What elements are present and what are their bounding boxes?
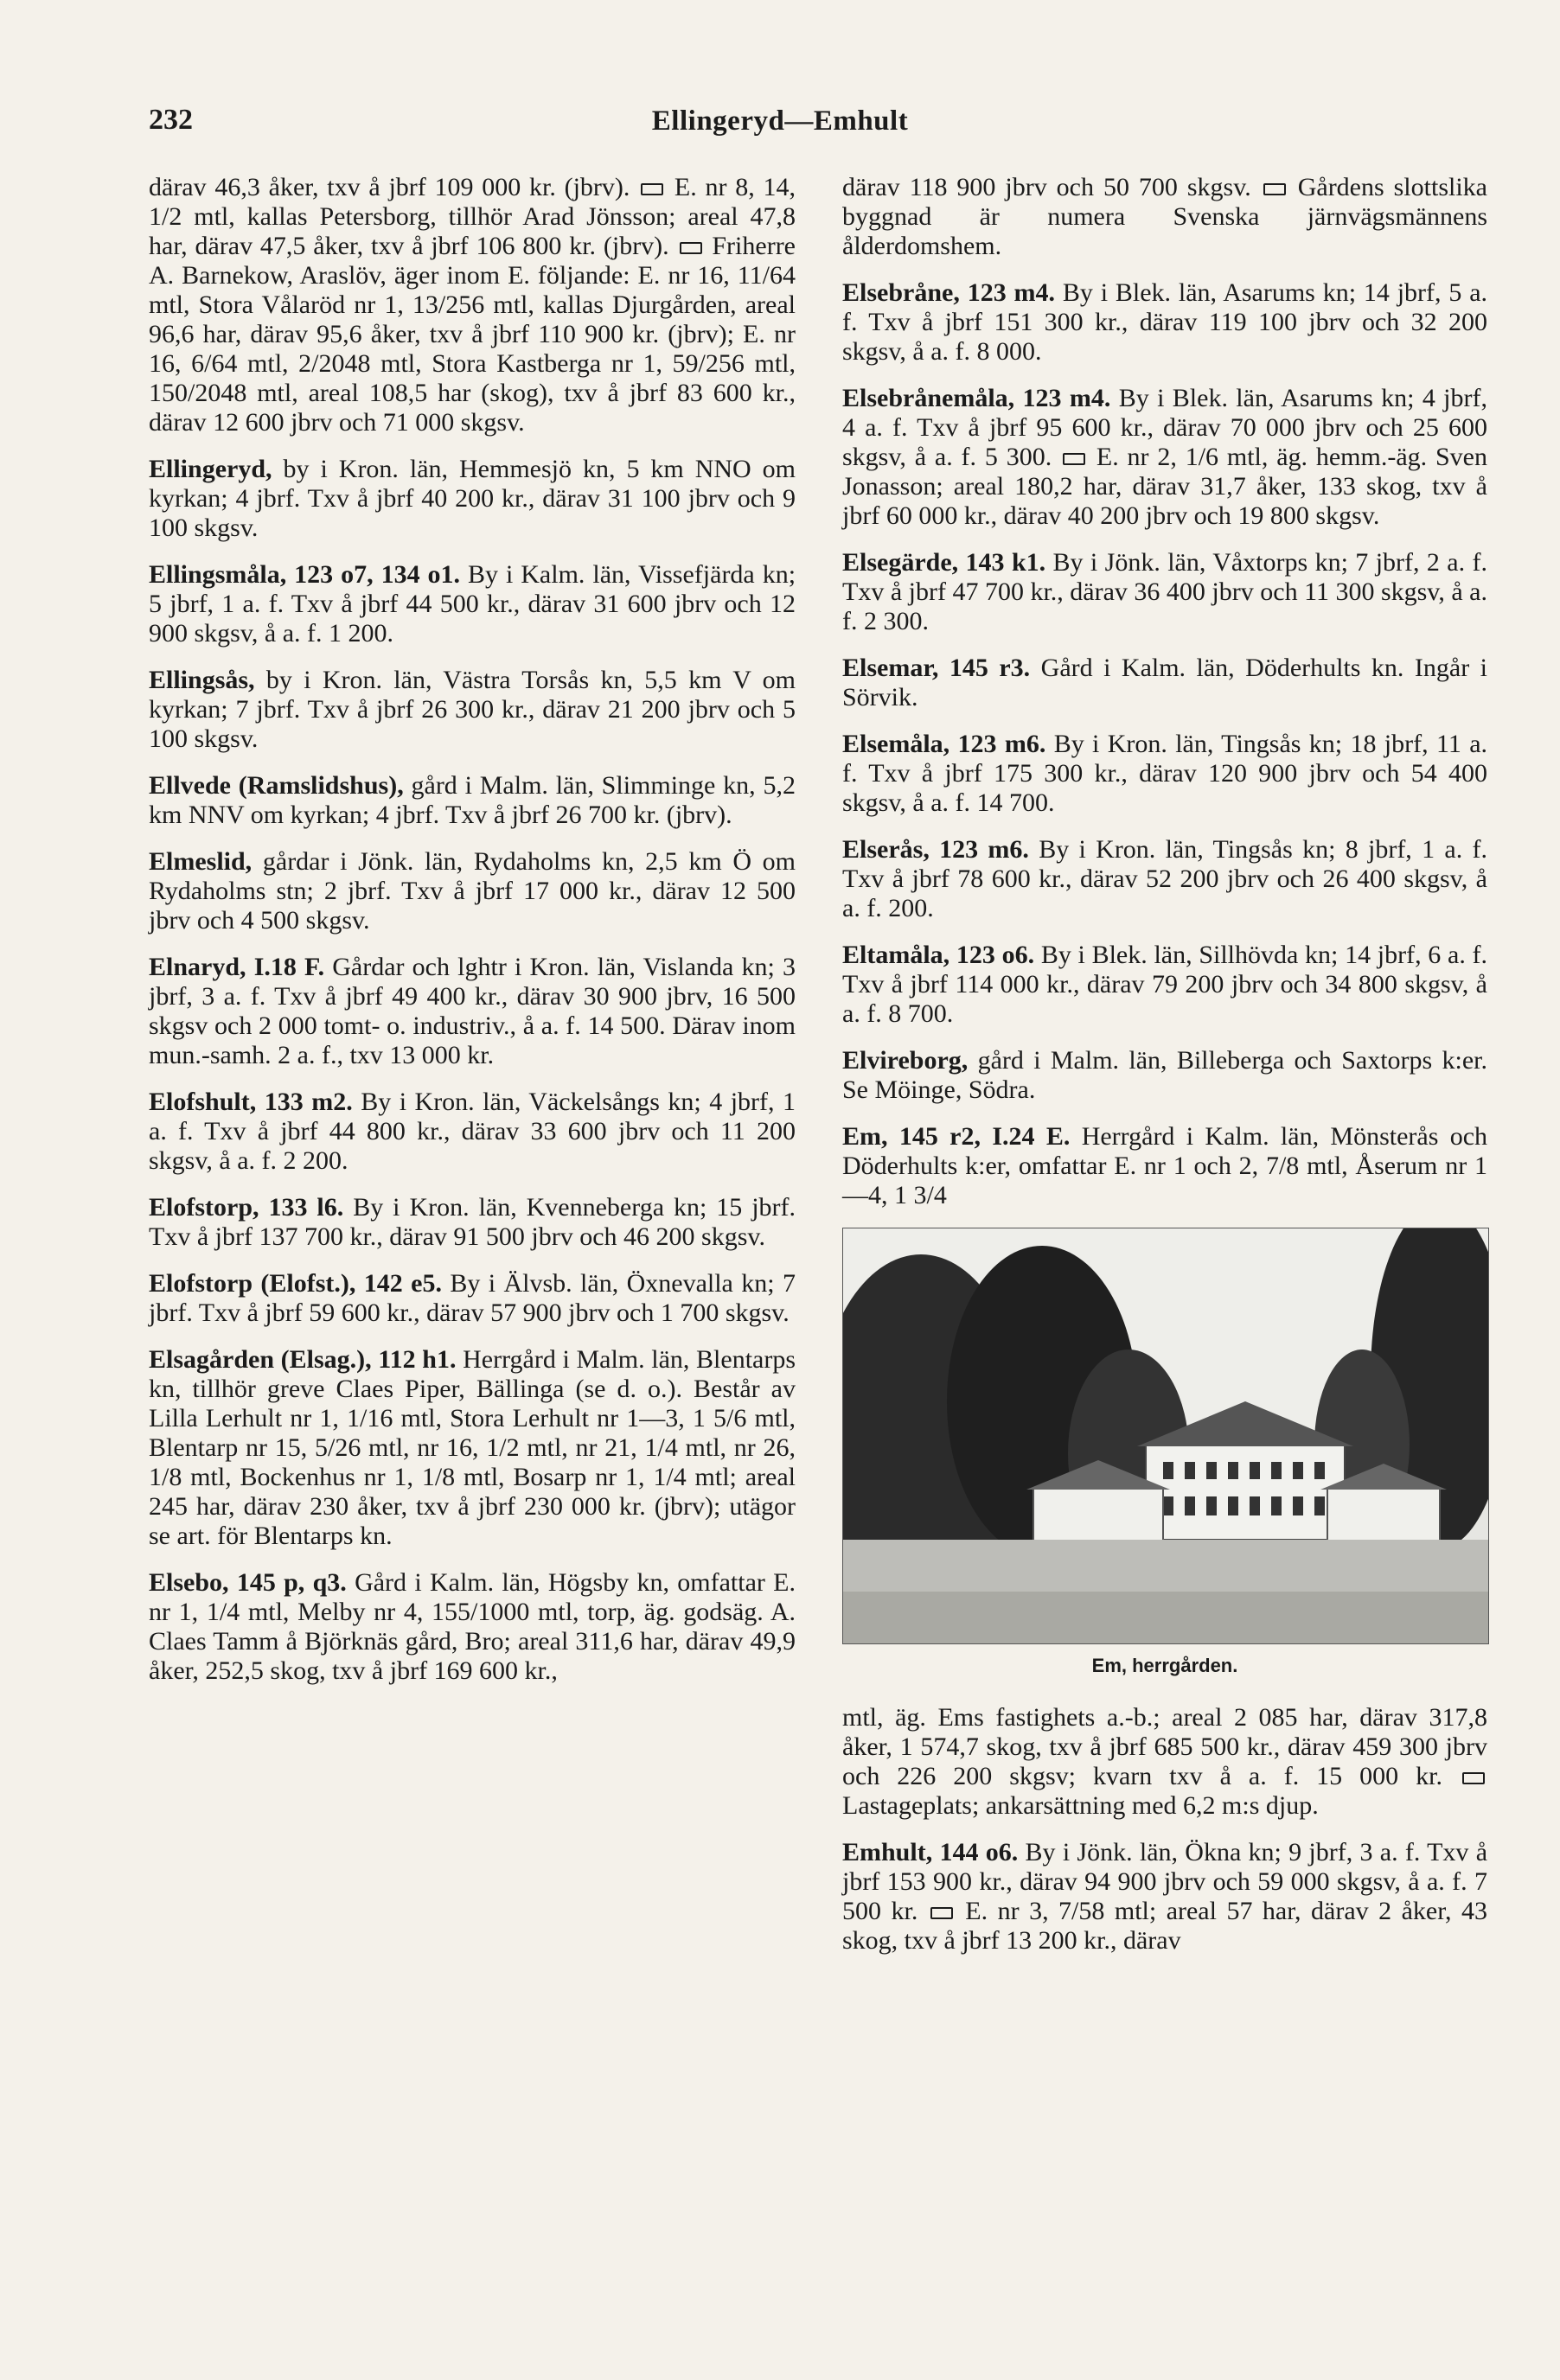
right-column-bottom: [842, 1703, 1487, 1956]
entry-headword: Ellingsmåla,: [149, 560, 287, 589]
entry-text: därav 118 900 jbrv och 50 700 skgsv. Gårdens slottslika byggnad är numera Svenska järnvägsmännens ålderdomshem.: [842, 173, 1487, 260]
entry-map-reference: 145 r2, I.24 E.: [898, 1122, 1071, 1151]
entry-map-reference: 145 r3.: [949, 654, 1031, 682]
entry-elsebo: [149, 1568, 796, 1686]
entry-map-reference: 133 m2.: [264, 1088, 353, 1116]
entry-eltamala: [842, 941, 1487, 1029]
entry-text: mtl, äg. Ems fastighets a.-b.; areal 2 085 har, därav 317,8 åker, 1 574,7 skog, txv å jbrf 685 500 kr., därav 459 300 jbrv och 226 200 skgsv; kvarn txv å a. f. 15 000 kr. Lastageplats; ankarsättning med 6,2 m:s djup.: [842, 1703, 1487, 1820]
entry-text: By i Älvsb. län, Öxnevalla kn; 7 jbrf. Txv å jbrf 59 600 kr., därav 57 900 jbrv och 1 700 skgsv.: [149, 1269, 796, 1327]
entry-map-reference: 123 o6.: [956, 941, 1035, 969]
entry-em-cont: [842, 1703, 1487, 1821]
manor-photo: [842, 1228, 1489, 1644]
entry-headword: Elofstorp: [149, 1269, 253, 1298]
entry-headword: Em,: [842, 1122, 888, 1151]
entry-headword: Elnaryd,: [149, 953, 246, 981]
entry-map-reference: 143 k1.: [965, 548, 1046, 577]
entry-headword: Ellingeryd,: [149, 455, 272, 483]
entry-ellingsmala: [149, 560, 796, 648]
entry-headword: Elsagården: [149, 1345, 275, 1374]
entry-map-reference: 123 o7, 134 o1.: [294, 560, 461, 589]
entry-text: By i Jönk. län, Våxtorps kn; 7 jbrf, 2 a. f. Txv å jbrf 47 700 kr., därav 36 400 jbrv och 11 300 skgsv, å a. f. 2 300.: [842, 548, 1487, 635]
entry-map-reference: 123 m4.: [1022, 384, 1111, 412]
section-separator-icon: [930, 1907, 953, 1919]
entry-map-reference: 133 l6.: [268, 1193, 344, 1222]
entry-headword: Elsebrånemåla,: [842, 384, 1015, 412]
entry-map-reference: 145 p, q3.: [236, 1568, 347, 1597]
entry-cont2: [842, 173, 1487, 261]
entry-elsebrane: [842, 278, 1487, 367]
entry-text: By i Kron. län, Väckelsångs kn; 4 jbrf, 1 a. f. Txv å jbrf 44 800 kr., därav 33 600 jbrv och 11 200 skgsv, å a. f. 2 200.: [149, 1088, 796, 1175]
entry-elmeslid: [149, 847, 796, 935]
section-separator-icon: [1462, 1772, 1485, 1784]
running-head: Ellingeryd—Emhult: [651, 105, 909, 137]
entry-elsemar: [842, 654, 1487, 712]
entry-headword: Elvireborg,: [842, 1046, 969, 1075]
left-column: [149, 173, 796, 1703]
entry-map-reference: I.18 F.: [253, 953, 325, 981]
entry-elsegarde: [842, 548, 1487, 636]
entry-text: by i Kron. län, Hemmesjö kn, 5 km NNO om kyrkan; 4 jbrf. Txv å jbrf 40 200 kr., därav 31 100 jbrv och 9 100 skgsv.: [149, 455, 796, 542]
entry-text: gårdar i Jönk. län, Rydaholms kn, 2,5 km Ö om Rydaholms stn; 2 jbrf. Txv å jbrf 17 000 kr., därav 12 500 jbrv och 4 500 skgsv.: [149, 847, 796, 935]
entry-text: Gård i Kalm. län, Högsby kn, omfattar E. nr 1, 1/4 mtl, Melby nr 4, 155/1000 mtl, torp, äg. godsäg. A. Claes Tamm å Björknäs gård, Bro; areal 311,6 har, därav 49,9 åker, 252,5 skog, txv å jbrf 169 600 kr.,: [149, 1568, 796, 1685]
manor-photo-illustration: [843, 1228, 1488, 1643]
entry-map-reference: 123 m6.: [939, 835, 1029, 864]
entry-text: by i Kron. län, Västra Torsås kn, 5,5 km V om kyrkan; 7 jbrf. Txv å jbrf 26 300 kr., därav 21 200 jbrv och 5 100 skgsv.: [149, 666, 796, 753]
entry-text: Herrgård i Malm. län, Blentarps kn, tillhör greve Claes Piper, Bällinga (se d. o.). Består av Lilla Lerhult nr 1, 1/16 mtl, Stora Lerhult nr 1—3, 1 5/6 mtl, Blentarp nr 15, 5/26 mtl, nr 16, 1/2 mtl, nr 21, 1/4 mtl, nr 26, 1/8 mtl, Bockenhus nr 1, 1/8 mtl, Bosarp nr 1, 1/4 mtl; areal 245 har, därav 230 åker, txv å jbrf 230 000 kr. (jbrv); utägor se art. för Blentarps kn.: [149, 1345, 796, 1550]
entry-text: gård i Malm. län, Billeberga och Saxtorps k:er. Se Möinge, Södra.: [842, 1046, 1487, 1104]
entry-headword: Elsebo,: [149, 1568, 229, 1597]
entry-headword: Elmeslid,: [149, 847, 253, 876]
entry-text: därav 46,3 åker, txv å jbrf 109 000 kr. (jbrv). E. nr 8, 14, 1/2 mtl, kallas Petersborg, tillhör Arad Jönsson; areal 47,8 har, därav 47,5 åker, txv å jbrf 106 800 kr. (jbrv). Friherre A. Barnekow, Araslöv, äger inom E. följande: E. nr 16, 11/64 mtl, Stora Vålaröd nr 1, 13/256 mtl, kallas Djurgården, areal 96,6 har, därav 95,6 åker, txv å jbrf 110 900 kr. (jbrv); E. nr 16, 6/64 mtl, 2/2048 mtl, Stora Kastberga nr 1, 59/256 mtl, 150/2048 mtl, areal 108,5 har (skog), txv å jbrf 83 600 kr., därav 12 600 jbrv och 71 000 skgsv.: [149, 173, 796, 437]
entry-text: By i Blek. län, Asarums kn; 14 jbrf, 5 a. f. Txv å jbrf 151 300 kr., därav 119 100 jbrv och 32 200 skgsv, å a. f. 8 000.: [842, 278, 1488, 366]
entry-map-reference: (Elofst.), 142 e5.: [260, 1269, 442, 1298]
entry-map-reference: 144 o6.: [939, 1838, 1019, 1866]
entry-headword: Emhult,: [842, 1838, 933, 1866]
entry-ellvede: [149, 771, 796, 830]
entry-ellingeryd: [149, 455, 796, 543]
section-separator-icon: [1063, 453, 1085, 465]
entry-headword: Elofstorp,: [149, 1193, 259, 1222]
entry-elseras: [842, 835, 1487, 923]
entry-text: Gårdar och lghtr i Kron. län, Vislanda kn; 3 jbrf, 3 a. f. Txv å jbrf 49 400 kr., därav 30 900 jbrv, 16 500 skgsv och 2 000 tomt- o. industriv., å a. f. 14 500. Därav inom mun.-samh. 2 a. f., txv 13 000 kr.: [149, 953, 796, 1069]
entry-text: By i Kron. län, Tingsås kn; 18 jbrf, 11 a. f. Txv å jbrf 175 300 kr., därav 120 900 jbrv och 54 400 skgsv, å a. f. 14 700.: [842, 730, 1488, 817]
entry-elofstorp2: [149, 1269, 796, 1328]
entry-headword: Ellvede (Ramslidshus),: [149, 771, 404, 800]
entry-text: Herrgård i Kalm. län, Mönsterås och Döderhults k:er, omfattar E. nr 1 och 2, 7/8 mtl, Åserum nr 1—4, 1 3/4: [842, 1122, 1488, 1209]
entry-map-reference: (Elsag.), 112 h1.: [280, 1345, 457, 1374]
entry-headword: Elsegärde,: [842, 548, 959, 577]
page-number: 232: [149, 104, 193, 136]
photo-caption: Em, herrgården.: [1091, 1655, 1238, 1676]
entry-text: By i Kron. län, Kvenneberga kn; 15 jbrf. Txv å jbrf 137 700 kr., därav 91 500 jbrv och 46 200 skgsv.: [149, 1193, 796, 1251]
entry-elsagarden: [149, 1345, 796, 1551]
entry-text: By i Kalm. län, Vissefjärda kn; 5 jbrf, 1 a. f. Txv å jbrf 44 500 kr., därav 31 600 jbrv och 12 900 skgsv, å a. f. 1 200.: [149, 560, 796, 648]
entry-cont: [149, 173, 796, 437]
entry-text: By i Blek. län, Asarums kn; 4 jbrf, 4 a. f. Txv å jbrf 95 600 kr., därav 70 000 jbrv och 25 600 skgsv, å a. f. 5 300. E. nr 2, 1/6 mtl, äg. hemm.-äg. Sven Jonasson; areal 180,2 har, därav 31,7 åker, 133 skog, txv å jbrf 60 000 kr., därav 40 200 jbrv och 19 800 skgsv.: [842, 384, 1488, 530]
entry-elnaryd: [149, 953, 796, 1070]
entry-text: Gård i Kalm. län, Döderhults kn. Ingår i Sörvik.: [842, 654, 1488, 711]
entry-map-reference: 123 m4.: [967, 278, 1056, 307]
section-separator-icon: [641, 183, 663, 195]
entry-headword: Elofshult,: [149, 1088, 257, 1116]
right-column-top: [842, 173, 1487, 1210]
entry-elsebranemala: [842, 384, 1487, 531]
entry-text: gård i Malm. län, Slimminge kn, 5,2 km NNV om kyrkan; 4 jbrf. Txv å jbrf 26 700 kr. (jbrv).: [149, 771, 796, 829]
entry-ellingsas: [149, 666, 796, 754]
section-separator-icon: [1263, 183, 1286, 195]
section-separator-icon: [680, 242, 702, 254]
entry-headword: Elsebråne,: [842, 278, 960, 307]
entry-text: By i Jönk. län, Ökna kn; 9 jbrf, 3 a. f. Txv å jbrf 153 900 kr., därav 94 900 jbrv och 59 000 skgsv, å a. f. 7 500 kr. E. nr 3, 7/58 mtl; areal 57 har, därav 2 åker, 43 skog, txv å jbrf 13 200 kr., därav: [842, 1838, 1488, 1955]
entry-text: By i Blek. län, Sillhövda kn; 14 jbrf, 6 a. f. Txv å jbrf 114 000 kr., därav 79 200 jbrv och 34 800 skgsv, å a. f. 8 700.: [842, 941, 1488, 1028]
entry-headword: Ellingsås,: [149, 666, 255, 694]
entry-elsemala: [842, 730, 1487, 818]
right-column: [842, 173, 1487, 1973]
entry-em: [842, 1122, 1487, 1210]
entry-text: By i Kron. län, Tingsås kn; 8 jbrf, 1 a. f. Txv å jbrf 78 600 kr., därav 52 200 jbrv och 26 400 skgsv, å a. f. 200.: [842, 835, 1487, 922]
entry-headword: Elsemar,: [842, 654, 939, 682]
entry-headword: Elserås,: [842, 835, 930, 864]
entry-elvireborg: [842, 1046, 1487, 1105]
entry-elofstorp1: [149, 1193, 796, 1252]
entry-emhult: [842, 1838, 1487, 1956]
entry-map-reference: 123 m6.: [957, 730, 1046, 758]
entry-headword: Eltamåla,: [842, 941, 950, 969]
entry-elofshult: [149, 1088, 796, 1176]
entry-headword: Elsemåla,: [842, 730, 950, 758]
